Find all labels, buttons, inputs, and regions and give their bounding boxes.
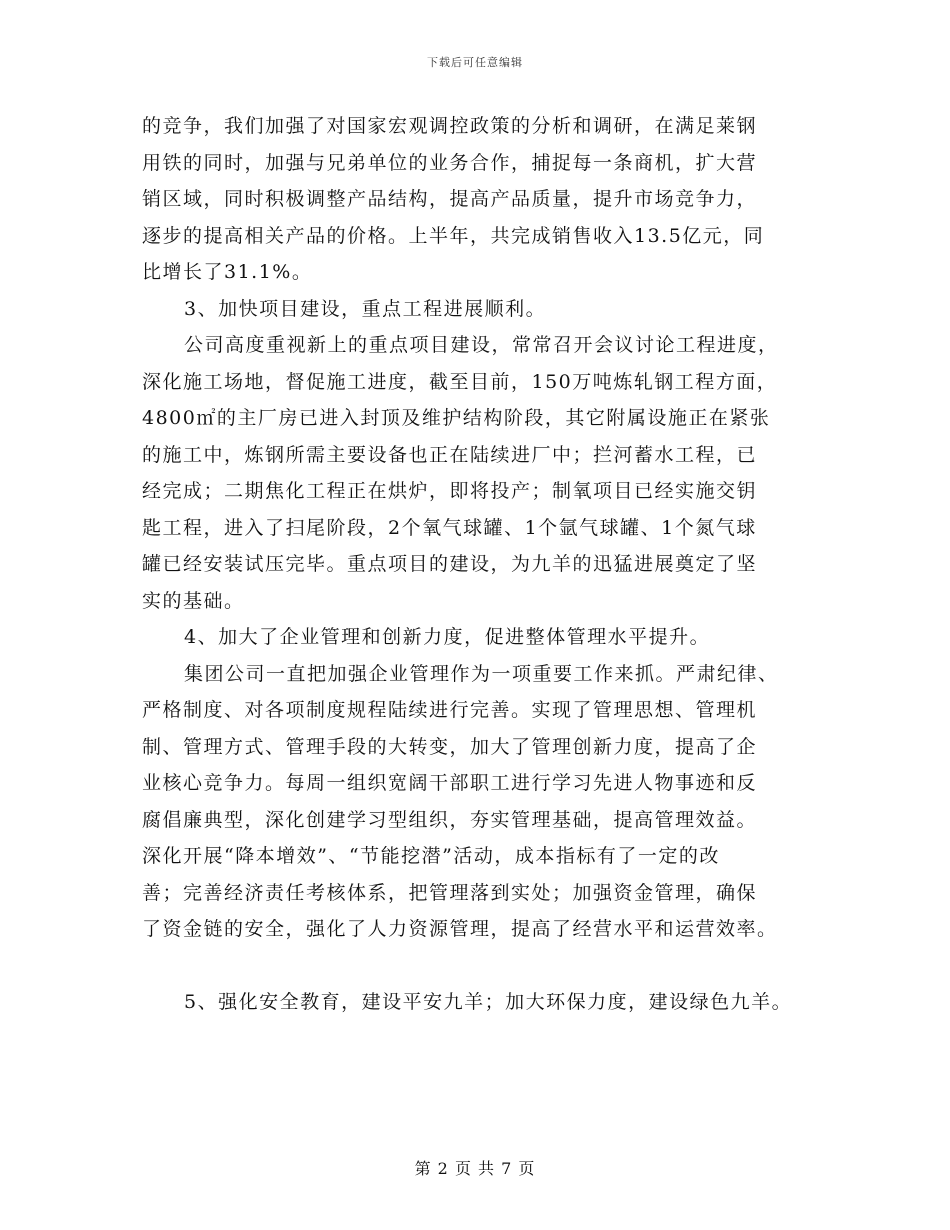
page-footer: 第 2 页 共 7 页	[414, 1159, 536, 1178]
paragraph-line: 匙工程，进入了扫尾阶段，2个氧气球罐、1个氩气球罐、1个氮气球	[142, 516, 757, 539]
paragraph-gap	[142, 948, 822, 984]
section-heading-4: 4、加大了企业管理和创新力度，促进整体管理水平提升。	[184, 626, 711, 648]
paragraph-line: 深化施工场地，督促施工进度，截至目前，150万吨炼轧钢工程方面，	[142, 370, 778, 393]
paragraph-line: 集团公司一直把加强企业管理作为一项重要工作来抓。严肃纪律、	[184, 662, 779, 685]
paragraph-line: 善；完善经济责任考核体系，把管理落到实处；加强资金管理，确保	[142, 881, 758, 904]
paragraph-line: 逐步的提高相关产品的价格。上半年，共完成销售收入13.5亿元，同	[142, 224, 765, 247]
paragraph-line: 深化开展“降本增效”、“节能挖潜”活动，成本指标有了一定的改	[142, 845, 720, 867]
paragraph-line: 用铁的同时，加强与兄弟单位的业务合作，捕捉每一条商机，扩大营	[142, 151, 758, 174]
paragraph-line: 经完成；二期焦化工程正在烘炉，即将投产；制氧项目已经实施交钥	[142, 480, 758, 502]
paragraph-line: 了资金链的安全，强化了人力资源管理，提高了经营水平和运营效率。	[142, 918, 778, 940]
paragraph-line: 比增长了31.1%。	[142, 261, 313, 283]
paragraph-line: 腐倡廉典型，深化创建学习型组织，夯实管理基础，提高管理效益。	[142, 808, 758, 831]
paragraph-line: 制、管理方式、管理手段的大转变，加大了管理创新力度，提高了企	[142, 735, 758, 758]
paragraph-line: 严格制度、对各项制度规程陆续进行完善。实现了管理思想、管理机	[142, 699, 758, 721]
paragraph-line: 的施工中，炼钢所需主要设备也正在陆续进厂中；拦河蓄水工程，已	[142, 443, 758, 466]
section-heading-5: 5、强化安全教育，建设平安九羊；加大环保力度，建设绿色九羊。	[184, 990, 793, 1013]
paragraph-line: 销区域，同时积极调整产品结构，提高产品质量，提升市场竞争力，	[142, 188, 758, 210]
paragraph-line: 4800㎡的主厂房已进入封顶及维护结构阶段，其它附属设施正在紧张	[142, 407, 771, 429]
page-header: 下载后可任意编辑	[427, 56, 523, 69]
paragraph-line: 实的基础。	[142, 589, 245, 612]
section-heading-3: 3、加快项目建设，重点工程进展顺利。	[184, 297, 547, 320]
paragraph-line: 业核心竞争力。每周一组织宽阔干部职工进行学习先进人物事迹和反	[142, 772, 758, 794]
document-body	[142, 108, 822, 1020]
paragraph-line: 罐已经安装试压完毕。重点项目的建设，为九羊的迅猛进展奠定了坚	[142, 553, 758, 575]
paragraph-line: 的竞争，我们加强了对国家宏观调控政策的分析和调研，在满足莱钢	[142, 115, 758, 137]
paragraph-line: 公司高度重视新上的重点项目建设，常常召开会议讨论工程进度，	[184, 334, 779, 356]
